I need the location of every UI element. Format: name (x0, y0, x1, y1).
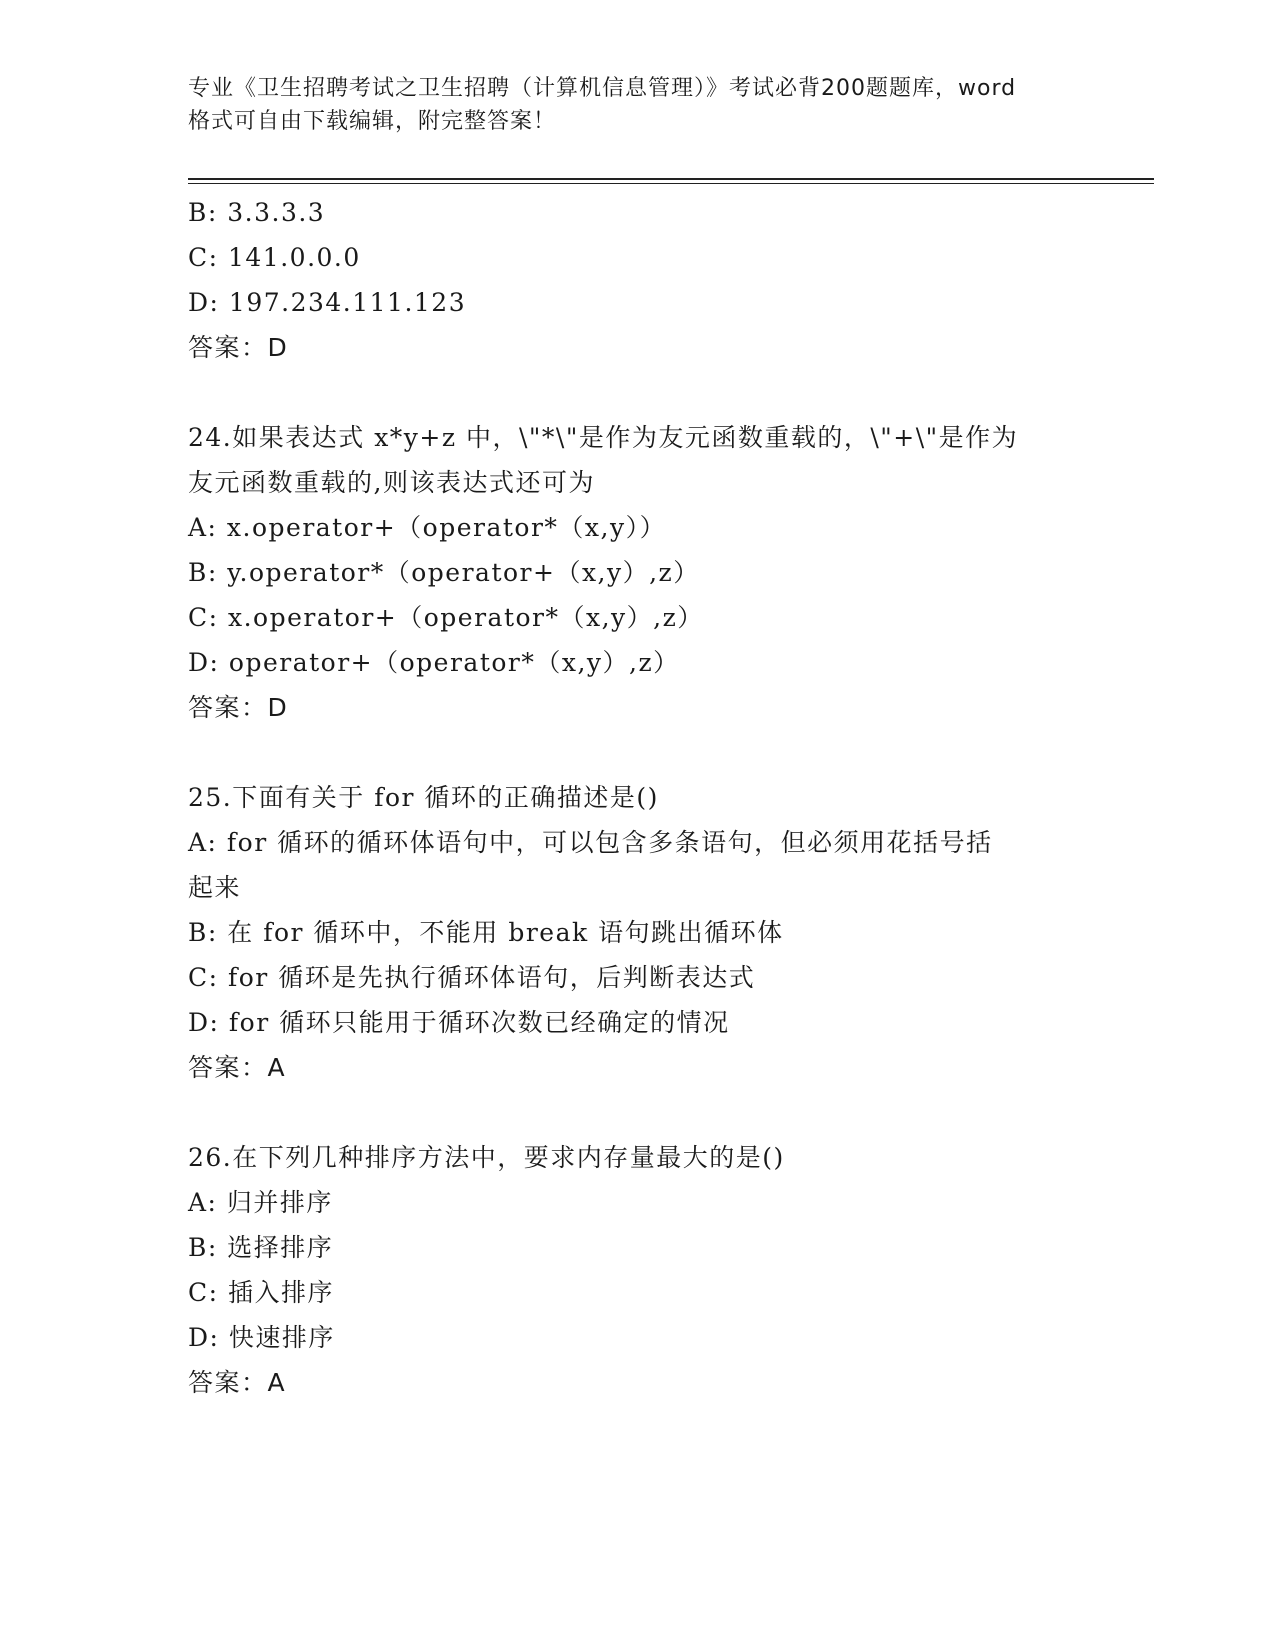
answer-line: 答案：A (188, 1053, 287, 1082)
option-c: C: x.operator+（operator*（x,y）,z） (188, 603, 704, 632)
option-d: D: for 循环只能用于循环次数已经确定的情况 (188, 1008, 730, 1037)
option-a-line-1: A: for 循环的循环体语句中，可以包含多条语句，但必须用花括号括 (188, 828, 993, 857)
question-24 (188, 415, 1088, 730)
question-stem-line-1: 24.如果表达式 x*y+z 中，\"*\"是作为友元函数重载的，\"+\"是作为 (188, 423, 1019, 452)
option-c: C: 141.0.0.0 (188, 243, 361, 272)
option-d: D: operator+（operator*（x,y）,z） (188, 648, 680, 677)
question-26 (188, 1135, 1088, 1405)
header-line-2: 格式可自由下载编辑，附完整答案！ (188, 109, 557, 134)
header-divider-thick (188, 178, 1154, 180)
document-header (188, 72, 1088, 138)
option-d: D: 快速排序 (188, 1323, 335, 1352)
question-stem-line-1: 26.在下列几种排序方法中，要求内存量最大的是() (188, 1143, 785, 1172)
option-a: A: x.operator+（operator*（x,y）） (188, 513, 667, 542)
option-b: B: 3.3.3.3 (188, 198, 326, 227)
answer-line: 答案：D (188, 333, 289, 362)
option-a: A: 归并排序 (188, 1188, 333, 1217)
option-b: B: y.operator*（operator+（x,y）,z） (188, 558, 700, 587)
continued-question (188, 190, 1088, 370)
question-25 (188, 775, 1088, 1090)
question-stem-line-1: 25.下面有关于 for 循环的正确描述是() (188, 783, 659, 812)
option-c: C: 插入排序 (188, 1278, 334, 1307)
option-c: C: for 循环是先执行循环体语句，后判断表达式 (188, 963, 756, 992)
option-a-line-2: 起来 (188, 873, 242, 902)
answer-line: 答案：D (188, 693, 289, 722)
header-line-1: 专业《卫生招聘考试之卫生招聘（计算机信息管理）》考试必背200题题库，word (188, 76, 1017, 101)
answer-line: 答案：A (188, 1368, 287, 1397)
option-b: B: 在 for 循环中，不能用 break 语句跳出循环体 (188, 918, 784, 947)
option-d: D: 197.234.111.123 (188, 288, 467, 317)
option-b: B: 选择排序 (188, 1233, 334, 1262)
question-stem-line-2: 友元函数重载的,则该表达式还可为 (188, 468, 595, 497)
header-divider-thin (188, 183, 1154, 184)
document-content (188, 190, 1088, 1405)
